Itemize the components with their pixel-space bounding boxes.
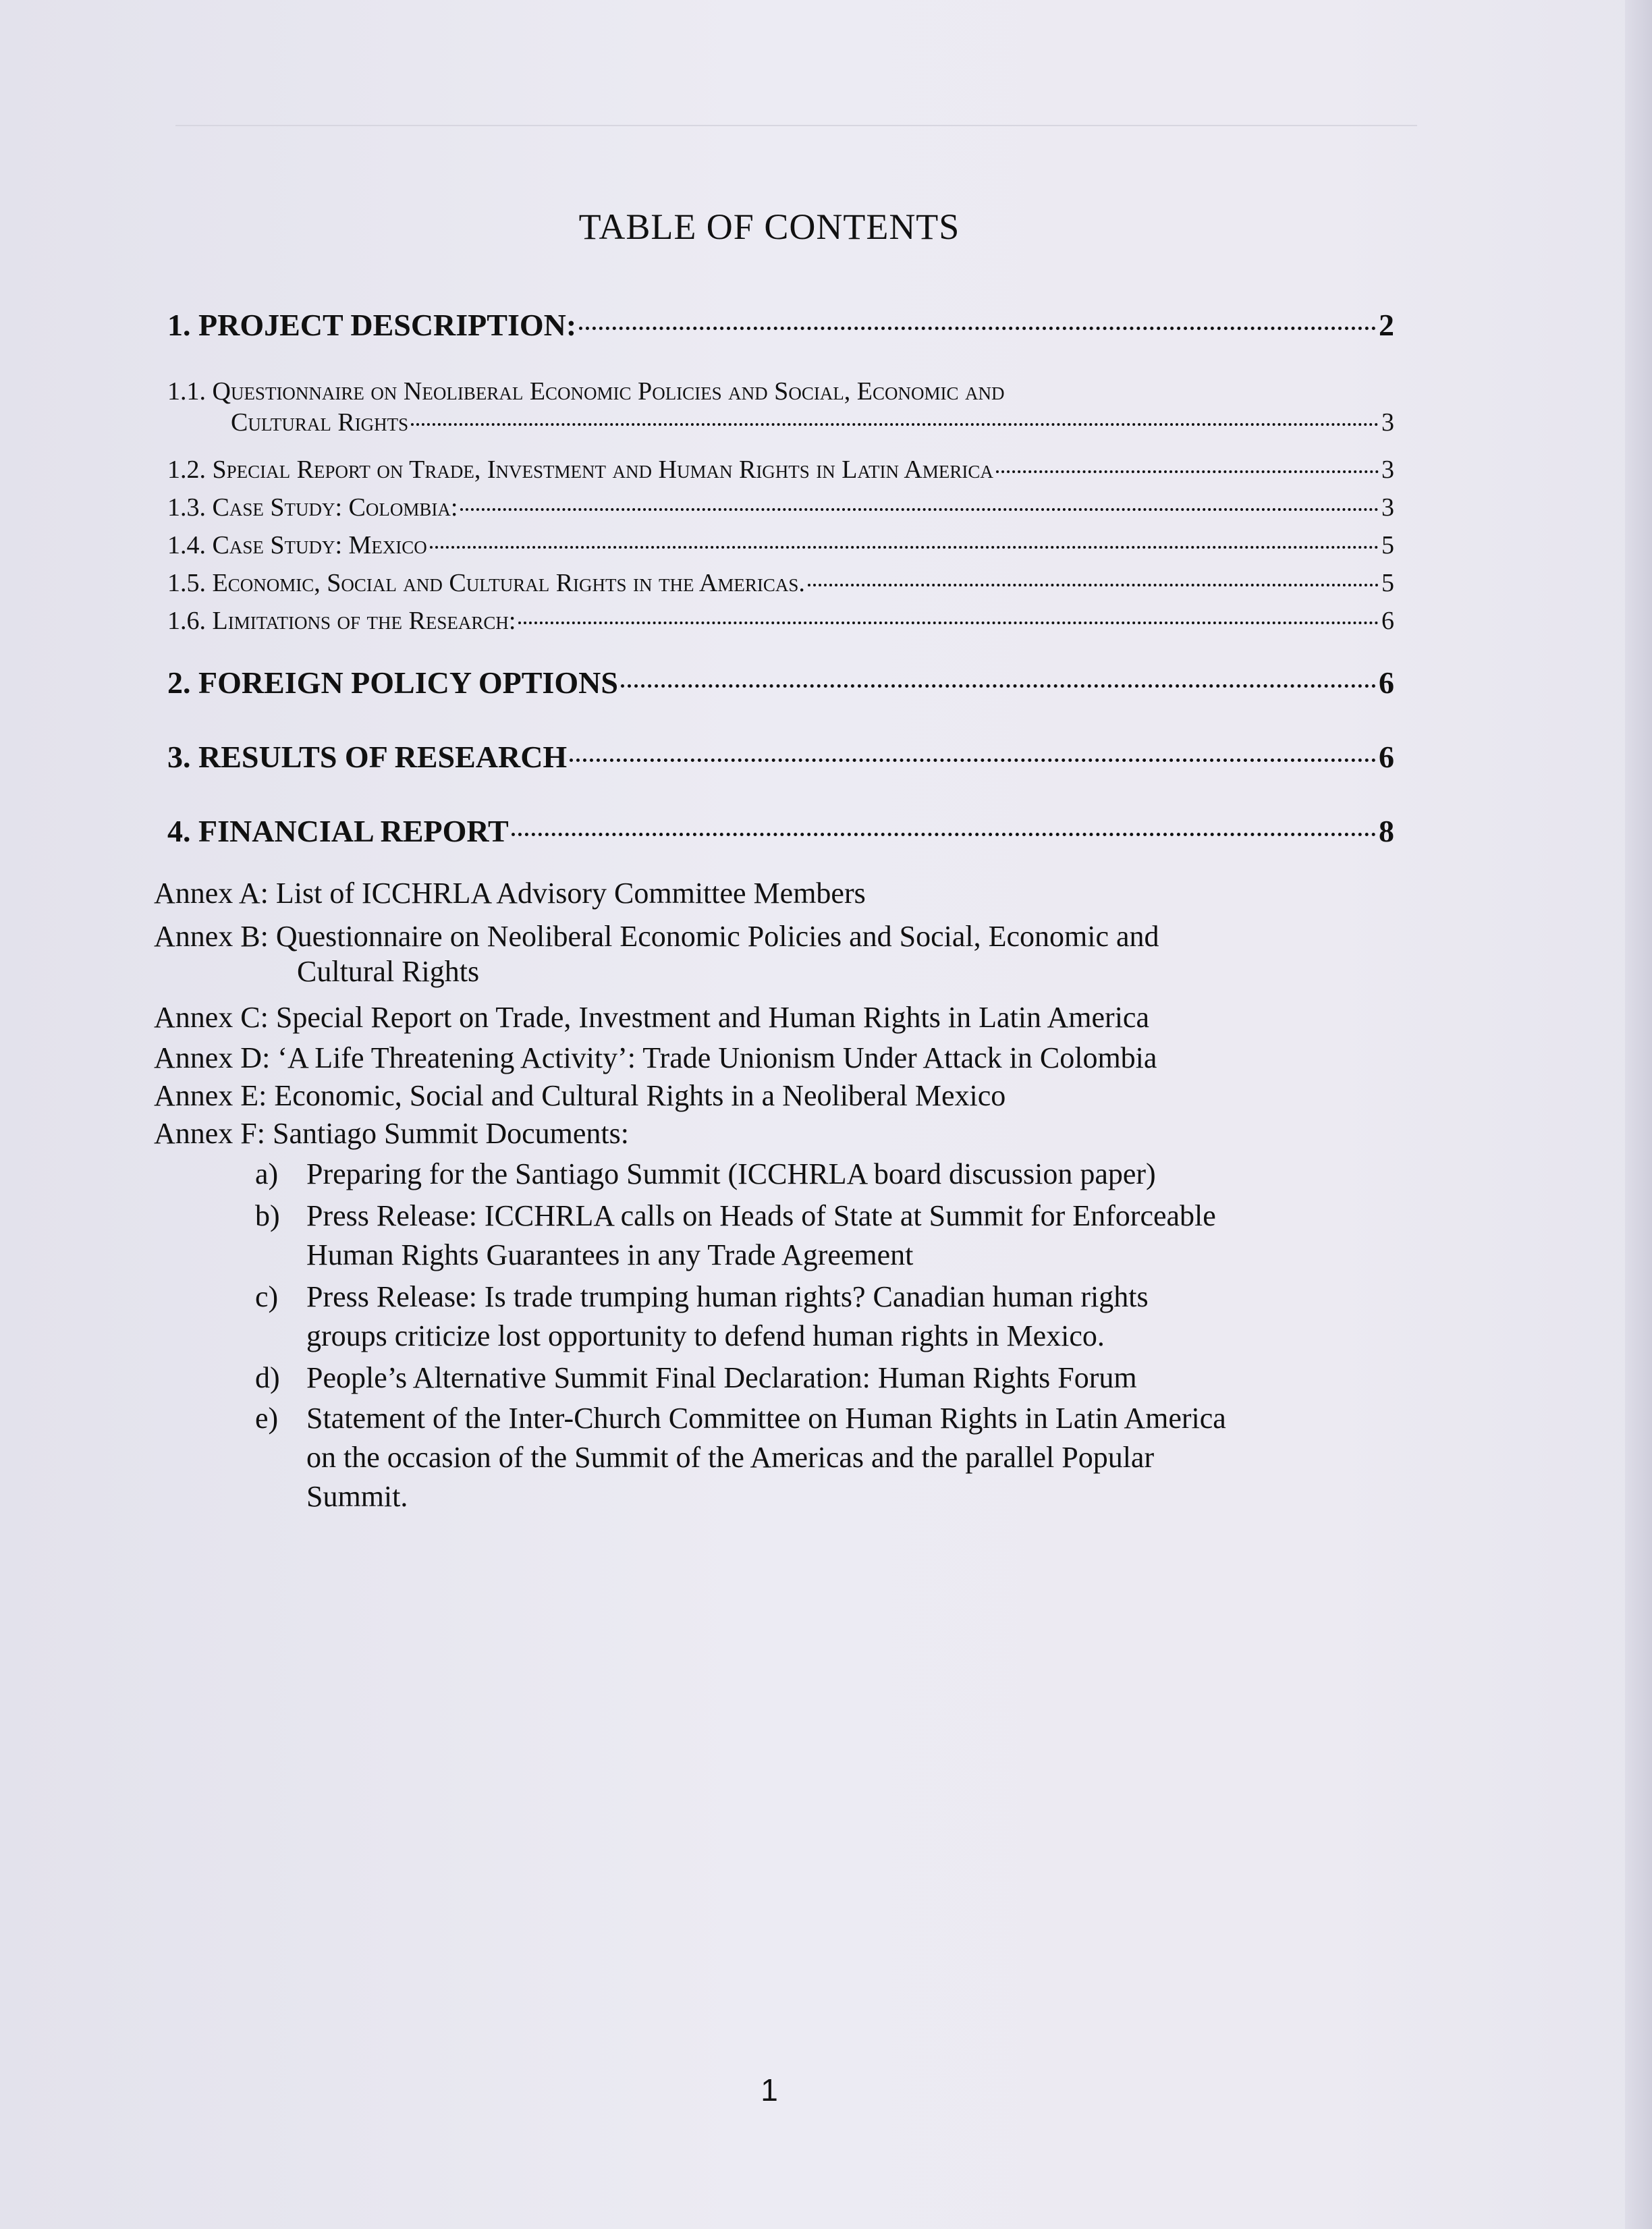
toc-entry-label: 2. FOREIGN POLICY OPTIONS — [167, 665, 618, 700]
annex-d: Annex D: ‘A Life Threatening Activity’: Trade Unionism Under Attack in Colombia — [154, 1041, 1157, 1074]
toc-subentry-limitations — [167, 606, 1394, 636]
toc-entry-label: 1.2. Special Report on Trade, Investment and Human Rights in Latin America — [167, 456, 993, 484]
annex-f-item-d — [255, 1360, 1137, 1395]
annex-b-continued: Cultural Rights — [297, 955, 480, 988]
toc-page-number: 8 — [1379, 814, 1394, 848]
dot-leader — [512, 833, 1376, 836]
toc-entry-foreign-policy — [167, 665, 1394, 700]
dot-leader — [411, 423, 1379, 426]
toc-entry-label: 1. PROJECT DESCRIPTION: — [167, 308, 577, 342]
toc-entry-label: 1.4. Case Study: Mexico — [167, 531, 427, 559]
page-title: TABLE OF CONTENTS — [578, 207, 960, 247]
annex-f-item-b-continued: Human Rights Guarantees in any Trade Agreement — [306, 1238, 914, 1271]
dot-leader — [430, 546, 1379, 549]
item-text: People’s Alternative Summit Final Declaration: Human Rights Forum — [306, 1361, 1137, 1394]
toc-subentry-special-report — [167, 455, 1394, 485]
toc-entry-label: 1.6. Limitations of the Research: — [167, 607, 516, 635]
annex-f-item-c — [255, 1279, 1149, 1314]
item-marker: e) — [255, 1402, 279, 1435]
item-marker: a) — [255, 1157, 279, 1190]
page-edge — [1625, 0, 1652, 2229]
toc-entry-project-description — [167, 307, 1394, 343]
toc-page-number: 6 — [1381, 607, 1394, 635]
toc-entry-label: Cultural Rights — [231, 408, 409, 437]
item-text: Press Release: Is trade trumping human rights? Canadian human rights — [306, 1280, 1149, 1313]
toc-subentry-questionnaire — [231, 408, 1394, 437]
dot-leader — [621, 684, 1376, 688]
toc-page-number: 5 — [1381, 569, 1394, 597]
toc-page-number: 6 — [1379, 740, 1394, 774]
item-marker: c) — [255, 1280, 279, 1313]
dot-leader — [579, 327, 1376, 330]
toc-page-number: 3 — [1381, 408, 1394, 437]
dot-leader — [570, 759, 1376, 762]
item-text: Press Release: ICCHRLA calls on Heads of State at Summit for Enforceable — [306, 1199, 1216, 1232]
annex-f-item-e — [255, 1401, 1226, 1435]
annex-b: Annex B: Questionnaire on Neoliberal Economic Policies and Social, Economic and — [154, 920, 1159, 953]
toc-page-number: 5 — [1381, 531, 1394, 559]
annex-a: Annex A: List of ICCHRLA Advisory Committee Members — [154, 877, 866, 910]
toc-entry-label: 1.3. Case Study: Colombia: — [167, 493, 458, 522]
toc-page-number: 6 — [1379, 665, 1394, 700]
page-number: 1 — [761, 2072, 778, 2108]
annex-c: Annex C: Special Report on Trade, Investment and Human Rights in Latin America — [154, 1001, 1149, 1034]
toc-subentry-escr-americas — [167, 568, 1394, 598]
annex-f-item-b — [255, 1199, 1216, 1233]
toc-entry-financial-report — [167, 813, 1394, 849]
item-marker: b) — [255, 1199, 280, 1232]
toc-page-number: 2 — [1379, 308, 1394, 342]
annex-f-item-e-continued-1: on the occasion of the Summit of the Americas and the parallel Popular — [306, 1441, 1155, 1474]
dot-leader — [518, 622, 1379, 624]
item-marker: d) — [255, 1361, 280, 1394]
header-rule — [175, 125, 1417, 126]
annex-f-item-a — [255, 1157, 1156, 1191]
dot-leader — [460, 508, 1379, 511]
toc-subentry-mexico — [167, 530, 1394, 560]
annex-e: Annex E: Economic, Social and Cultural Rights in a Neoliberal Mexico — [154, 1079, 1006, 1112]
annex-f-item-e-continued-2: Summit. — [306, 1480, 408, 1513]
toc-entry-label: 1.5. Economic, Social and Cultural Rights in the Americas. — [167, 569, 805, 597]
toc-entry-results — [167, 739, 1394, 775]
toc-page-number: 3 — [1381, 456, 1394, 484]
toc-entry-label: 3. RESULTS OF RESEARCH — [167, 740, 568, 774]
annex-f: Annex F: Santiago Summit Documents: — [154, 1117, 629, 1150]
item-text: Statement of the Inter-Church Committee on Human Rights in Latin America — [306, 1402, 1226, 1435]
toc-subentry-questionnaire-line1: 1.1. Questionnaire on Neoliberal Economic Policies and Social, Economic and — [167, 377, 1005, 406]
dot-leader — [996, 470, 1379, 473]
annex-f-item-c-continued: groups criticize lost opportunity to defend human rights in Mexico. — [306, 1319, 1105, 1352]
toc-subentry-colombia — [167, 493, 1394, 522]
toc-entry-label: 4. FINANCIAL REPORT — [167, 814, 509, 848]
item-text: Preparing for the Santiago Summit (ICCHRLA board discussion paper) — [306, 1157, 1156, 1190]
toc-page-number: 3 — [1381, 493, 1394, 522]
dot-leader — [808, 584, 1379, 586]
